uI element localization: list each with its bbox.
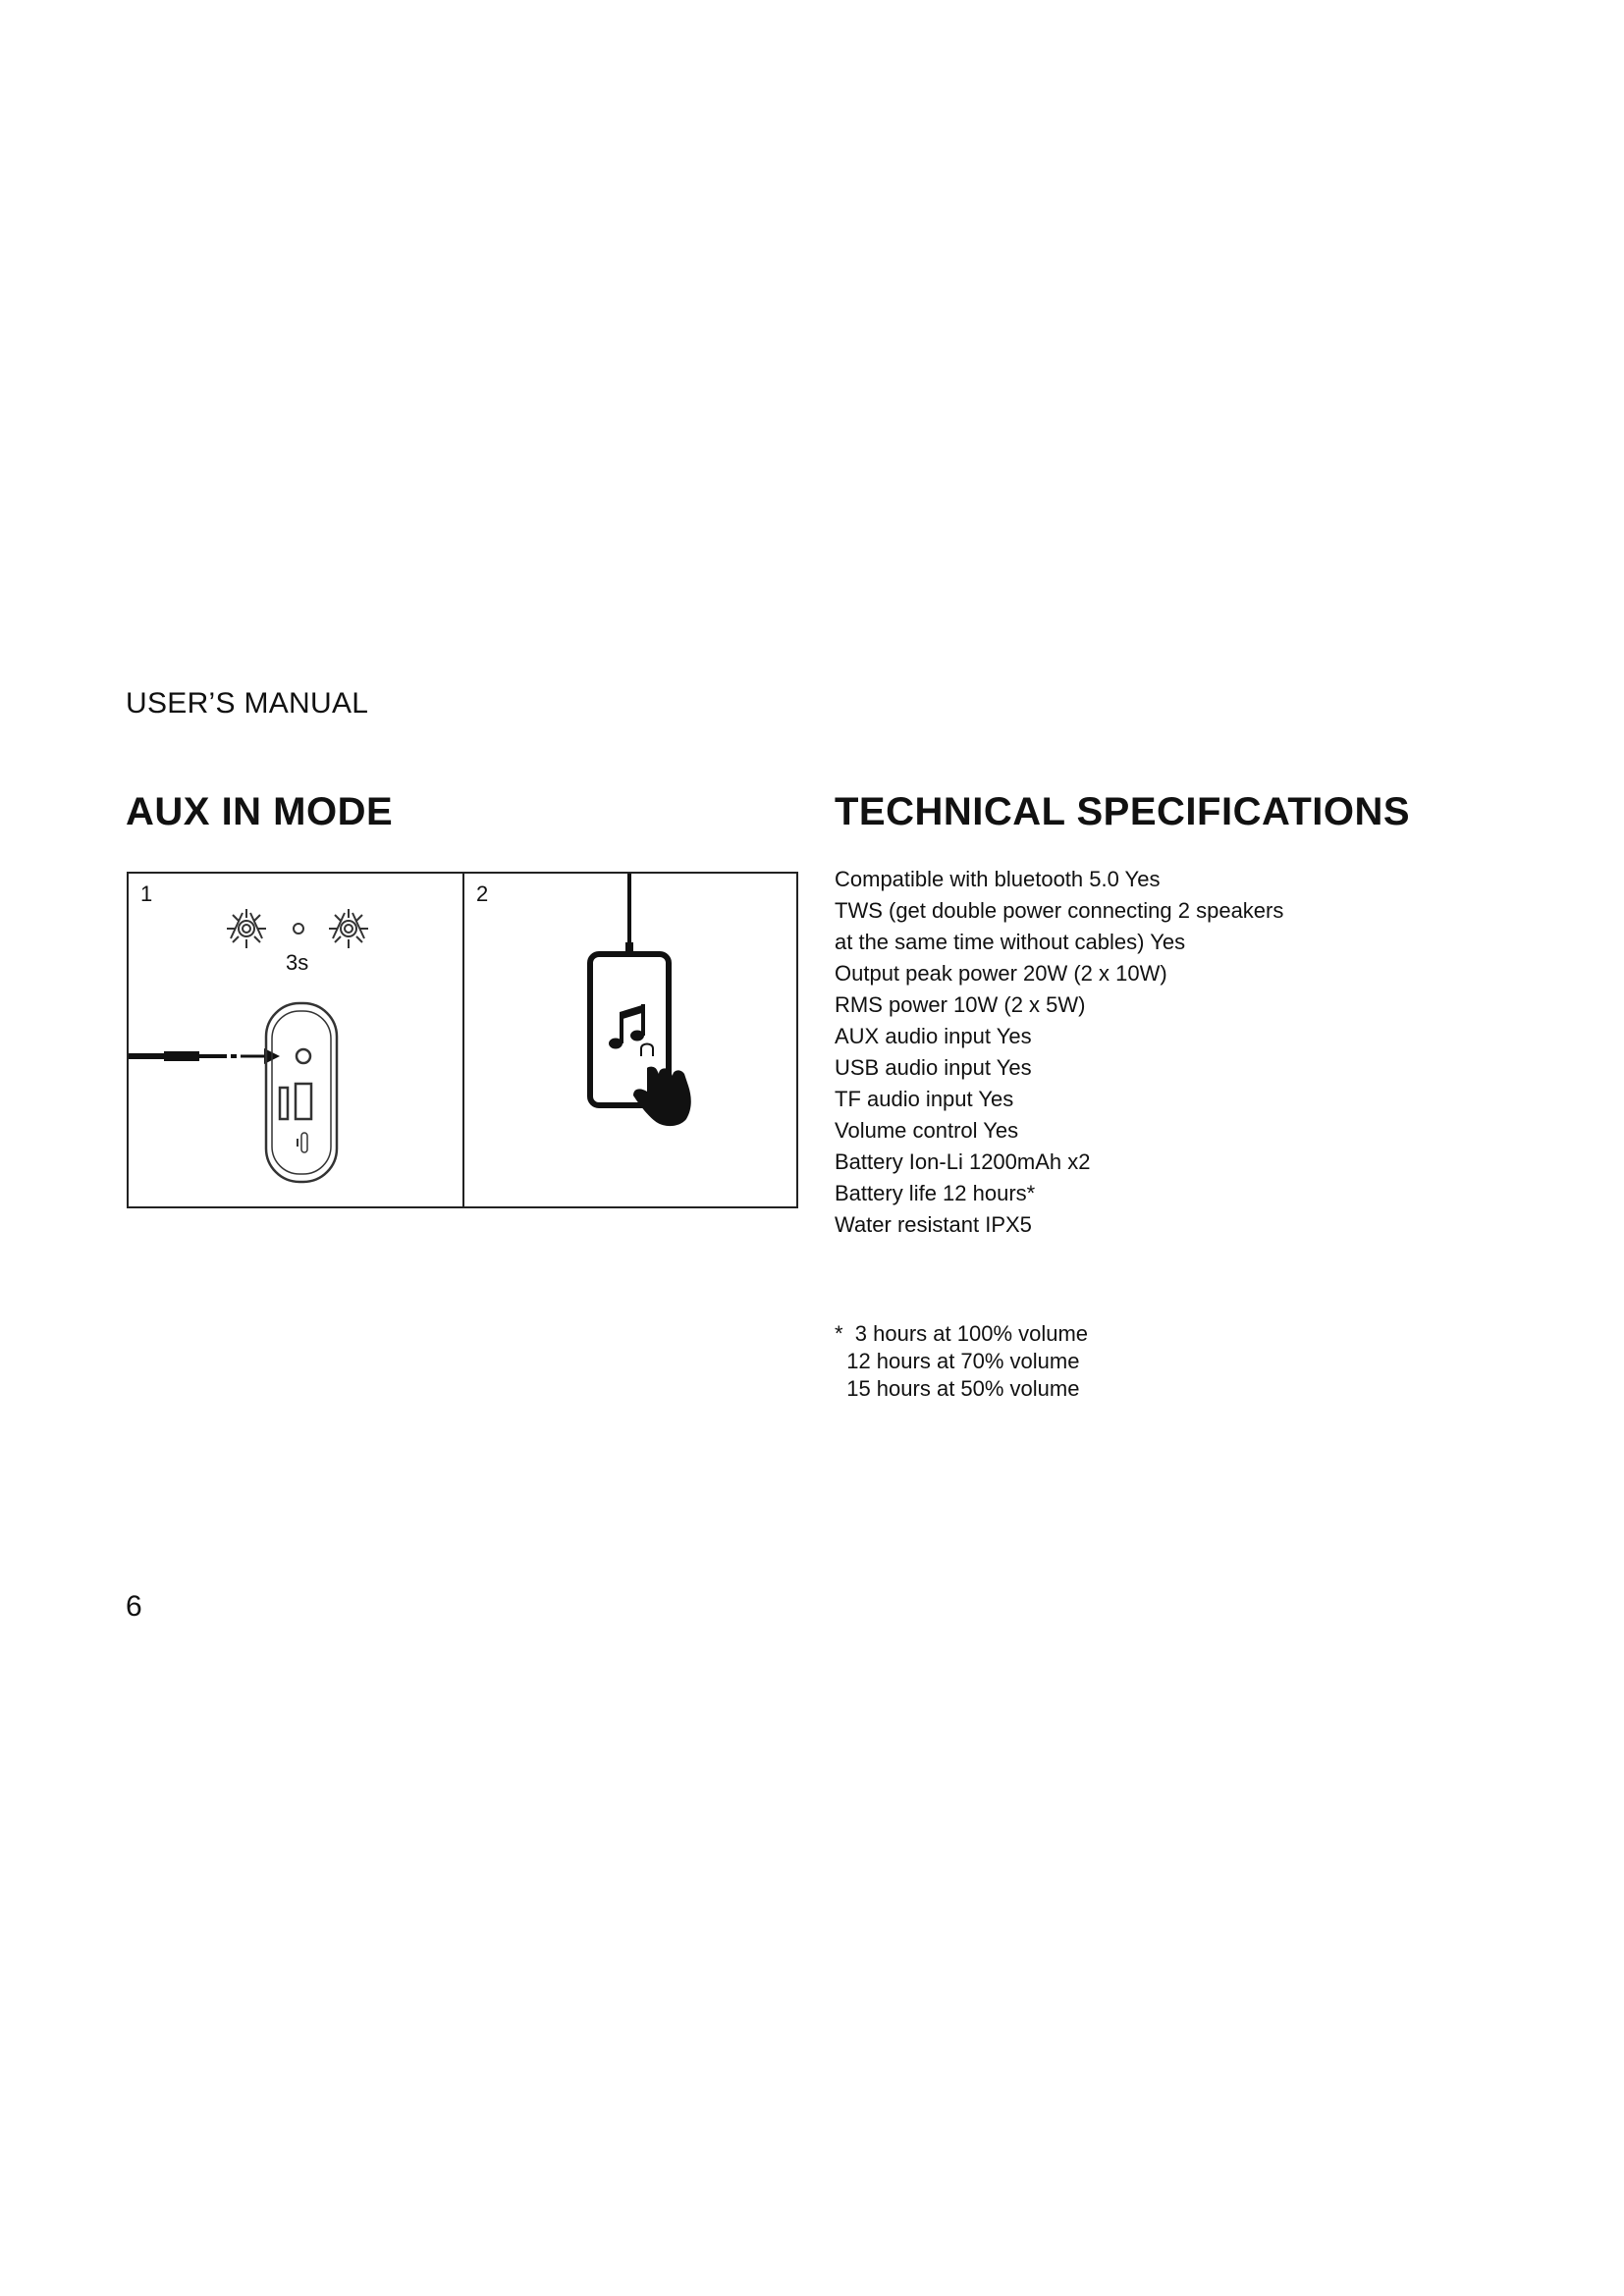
hold-duration-label: 3s	[286, 950, 309, 975]
page-number: 6	[126, 1590, 142, 1623]
aux-step2-illustration	[464, 874, 796, 1207]
spec-item: RMS power 10W (2 x 5W)	[835, 992, 1086, 1017]
led-flash-icon	[227, 909, 266, 948]
aux-mode-figure	[127, 872, 798, 1208]
speaker-back-panel-icon	[266, 1003, 337, 1182]
spec-item: USB audio input Yes	[835, 1055, 1032, 1080]
spec-item: Battery life 12 hours*	[835, 1181, 1036, 1205]
spec-item: AUX audio input Yes	[835, 1024, 1032, 1048]
step-panel-2	[464, 874, 796, 1206]
led-flash-icon	[329, 909, 368, 948]
aux-cable-icon	[129, 1048, 280, 1064]
tech-specs-title: TECHNICAL SPECIFICATIONS	[835, 790, 1411, 833]
spec-item: Battery Ion-Li 1200mAh x2	[835, 1149, 1091, 1174]
footnote-line: 15 hours at 50% volume	[835, 1376, 1080, 1401]
spec-list	[835, 864, 1286, 1241]
step-number: 1	[140, 881, 153, 906]
aux-mode-title: AUX IN MODE	[126, 790, 394, 833]
spec-item: TWS (get double power connecting 2 speakers at the same time without cables) Yes	[835, 898, 1284, 954]
spec-item: Output peak power 20W (2 x 10W)	[835, 961, 1167, 986]
step-number: 2	[476, 881, 489, 906]
music-note-icon	[609, 1004, 645, 1049]
aux-step1-illustration	[129, 874, 464, 1207]
footnote-line: 12 hours at 70% volume	[835, 1349, 1080, 1373]
hand-touch-icon	[633, 1044, 691, 1127]
manual-header: USER’S MANUAL	[126, 687, 369, 720]
battery-footnote	[835, 1320, 1088, 1403]
spec-item: Compatible with bluetooth 5.0 Yes	[835, 867, 1161, 891]
footnote-line: * 3 hours at 100% volume	[835, 1321, 1089, 1346]
spec-item: Water resistant IPX5	[835, 1212, 1032, 1237]
spec-item: Volume control Yes	[835, 1118, 1019, 1143]
step-panel-1	[129, 874, 464, 1206]
spec-item: TF audio input Yes	[835, 1087, 1014, 1111]
led-indicator-icon	[294, 924, 303, 934]
